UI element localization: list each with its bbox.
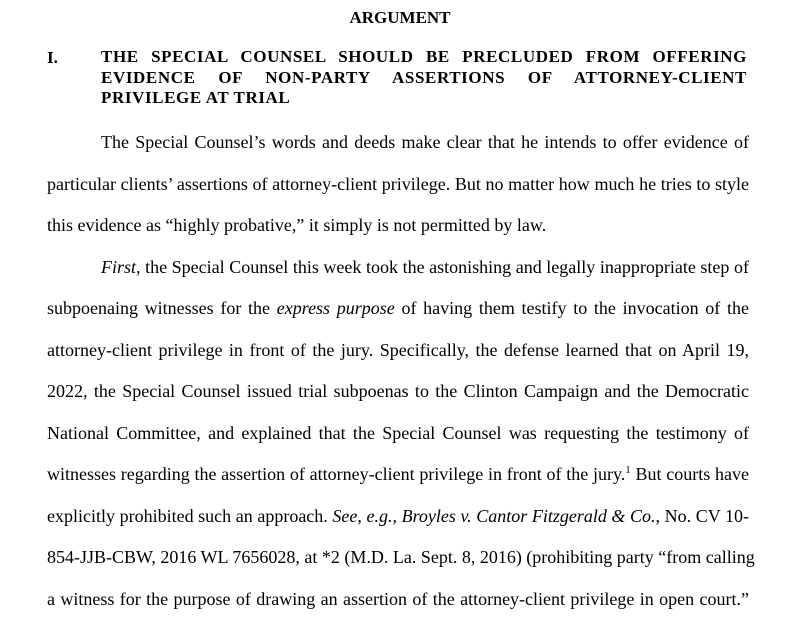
paragraph-line: The Special Counsel’s words and deeds make clear that he intends to offer evidence of bbox=[47, 122, 749, 164]
section-number: I. bbox=[47, 47, 58, 68]
paragraph-line: attorney-client privilege in front of the jury. Specifically, the defense learned that on April 19, bbox=[47, 330, 749, 372]
text-run: But courts have bbox=[631, 464, 749, 484]
paragraph-line: a witness for the purpose of drawing an assertion of the attorney-client privilege in open court.” bbox=[47, 579, 749, 620]
text-run: , bbox=[392, 506, 401, 526]
body-text bbox=[47, 122, 749, 620]
emphasis-express-purpose: express purpose bbox=[277, 298, 395, 318]
emphasis-first: First bbox=[101, 257, 136, 277]
section-title-line: THE SPECIAL COUNSEL SHOULD BE PRECLUDED FROM OFFERING bbox=[101, 47, 747, 68]
section-title-line: PRIVILEGE AT TRIAL bbox=[101, 88, 747, 109]
paragraph-line: particular clients’ assertions of attorney-client privilege. But no matter how much he tries to style bbox=[47, 164, 749, 206]
paragraph-line bbox=[47, 454, 749, 496]
paragraph-line bbox=[47, 288, 749, 330]
paragraph-line: National Committee, and explained that the Special Counsel was requesting the testimony of bbox=[47, 413, 749, 455]
signal-see-eg: See, e.g. bbox=[332, 506, 392, 526]
section-title-line: EVIDENCE OF NON-PARTY ASSERTIONS OF ATTORNEY-CLIENT bbox=[101, 68, 747, 89]
case-name: Broyles v. Cantor Fitzgerald & Co. bbox=[402, 506, 656, 526]
footnote-reference[interactable]: 1 bbox=[625, 464, 631, 476]
text-run: , the Special Counsel this week took the astonishing and legally inappropriate step of bbox=[136, 257, 749, 277]
paragraph-line: 2022, the Special Counsel issued trial subpoenas to the Clinton Campaign and the Democratic bbox=[47, 371, 749, 413]
paragraph-line: this evidence as “highly probative,” it simply is not permitted by law. bbox=[47, 205, 749, 247]
section-title bbox=[101, 47, 747, 109]
text-run: subpoenaing witnesses for the bbox=[47, 298, 277, 318]
argument-heading: ARGUMENT bbox=[0, 7, 800, 29]
text-run: explicitly prohibited such an approach. bbox=[47, 506, 332, 526]
paragraph-line: 854-JJB-CBW, 2016 WL 7656028, at *2 (M.D. La. Sept. 8, 2016) (prohibiting party “from calling bbox=[47, 537, 749, 579]
text-run: of having them testify to the invocation of the bbox=[395, 298, 749, 318]
paragraph-line bbox=[47, 247, 749, 289]
text-run: , No. CV 10- bbox=[656, 506, 749, 526]
paragraph-line bbox=[47, 496, 749, 538]
text-run: witnesses regarding the assertion of attorney-client privilege in front of the jury. bbox=[47, 464, 625, 484]
